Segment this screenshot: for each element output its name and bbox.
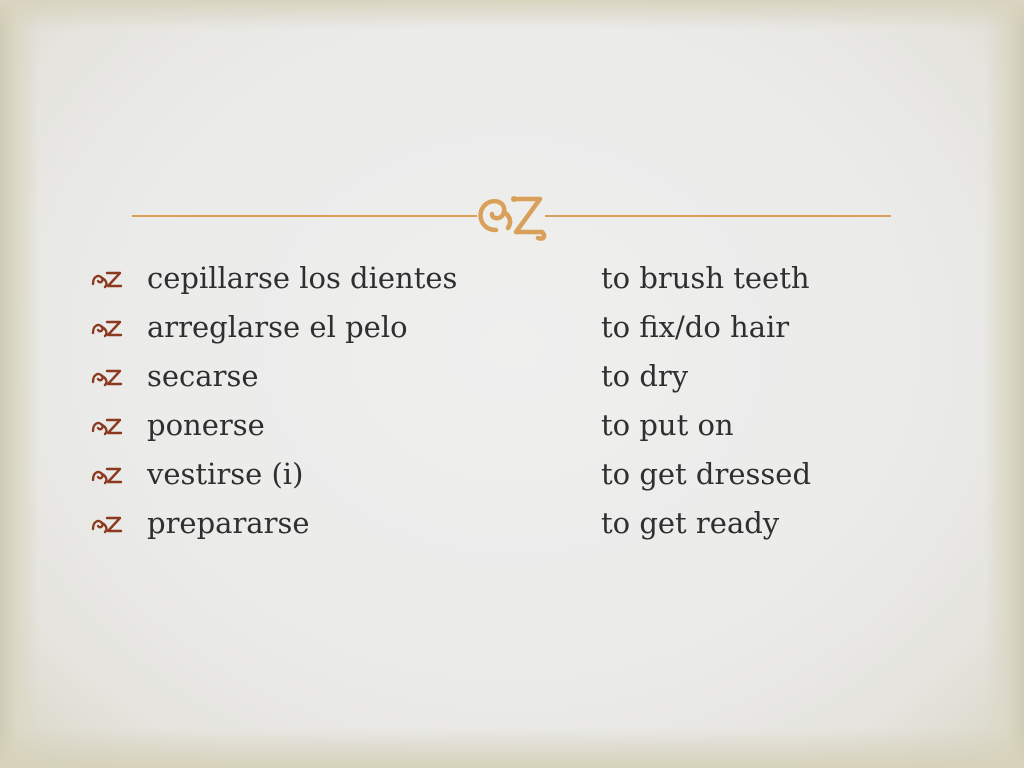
vocabulary-row xyxy=(0,503,1024,543)
scroll-bullet-icon xyxy=(90,266,124,290)
english-meaning: to get ready xyxy=(601,506,780,540)
vocabulary-row xyxy=(0,258,1024,298)
english-meaning: to put on xyxy=(601,408,734,442)
english-meaning: to dry xyxy=(601,359,689,393)
scroll-bullet-icon xyxy=(90,364,124,388)
spanish-term: prepararse xyxy=(147,506,310,540)
vocabulary-row xyxy=(0,356,1024,396)
vocabulary-row xyxy=(0,405,1024,445)
scroll-bullet-icon xyxy=(90,315,124,339)
spanish-term: arreglarse el pelo xyxy=(147,310,408,344)
spanish-term: secarse xyxy=(147,359,259,393)
scroll-bullet-icon xyxy=(90,511,124,535)
english-meaning: to brush teeth xyxy=(601,261,810,295)
english-meaning: to fix/do hair xyxy=(601,310,790,344)
vocabulary-row xyxy=(0,307,1024,347)
spanish-term: cepillarse los dientes xyxy=(147,261,458,295)
scroll-bullet-icon xyxy=(90,462,124,486)
scroll-bullet-icon xyxy=(90,413,124,437)
english-meaning: to get dressed xyxy=(601,457,812,491)
vocabulary-row xyxy=(0,454,1024,494)
spanish-term: vestirse (i) xyxy=(147,457,304,491)
spanish-term: ponerse xyxy=(147,408,265,442)
